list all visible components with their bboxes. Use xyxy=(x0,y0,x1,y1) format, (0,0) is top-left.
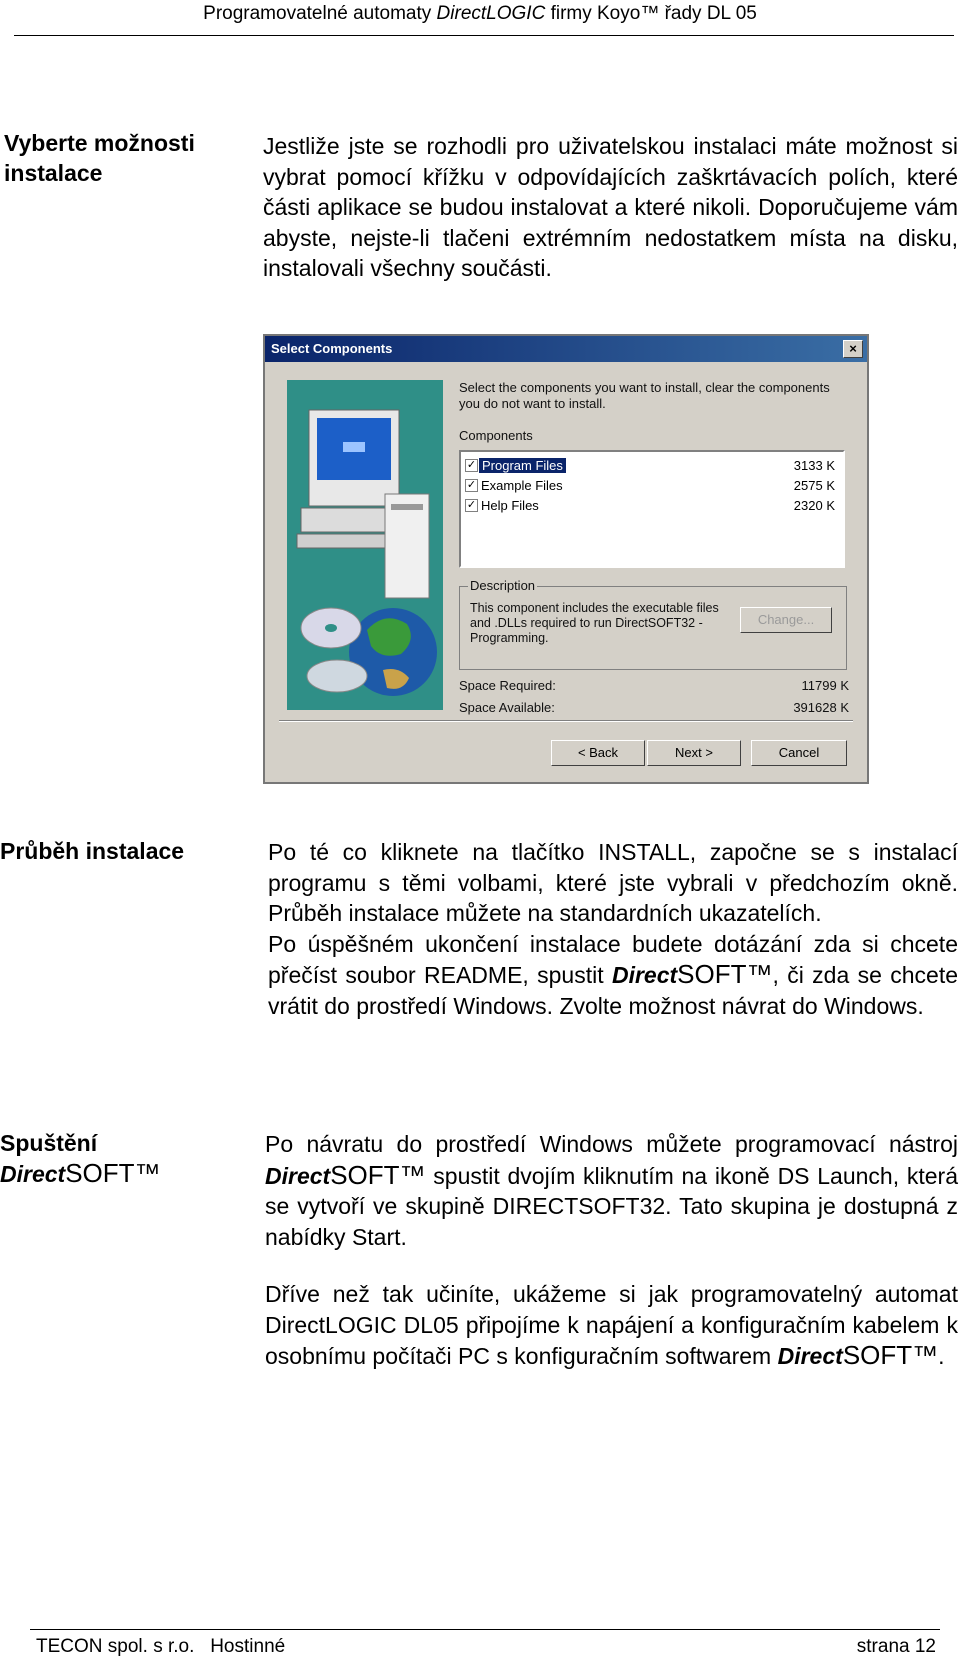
paragraph-launch-1 xyxy=(265,1129,958,1252)
label-install-options: Vyberte možnosti instalace xyxy=(4,130,195,186)
label-launch xyxy=(0,1128,230,1189)
brand-direct: Direct xyxy=(611,962,678,988)
footer-company: TECON spol. s r.o. Hostinné xyxy=(36,1636,286,1657)
change-button[interactable]: Change... xyxy=(740,607,832,633)
space-required-label: Space Required: xyxy=(459,678,556,693)
space-required-value: 11799 K xyxy=(801,678,849,693)
description-text: This component includes the executable files and .DLLs required to run DirectSOFT32 - Programming. xyxy=(470,601,719,645)
list-item[interactable] xyxy=(463,456,841,476)
description-group xyxy=(459,578,847,670)
paragraph-install-options: Jestliže jste se rozhodli pro uživatelskou instalaci máte možnost si vybrat pomocí křížku v odpovídajících zaškrtávacích polích, které části aplikace se budou instalovat a které nikoli. Doporučujeme vám abyste, nejste-li tlačeni extrémním nedostatkem místa na disku, instalovali všechny součásti. xyxy=(263,133,958,281)
dialog-titlebar xyxy=(265,336,867,362)
header-rule xyxy=(14,35,954,36)
component-name: Program Files xyxy=(479,458,566,473)
components-list xyxy=(459,450,845,568)
checkbox[interactable]: ✓ xyxy=(466,459,477,471)
close-icon[interactable]: × xyxy=(843,340,863,358)
setup-illustration xyxy=(287,380,443,710)
component-size: 2320 K xyxy=(793,498,835,513)
header-title-brand: DirectLOGIC xyxy=(436,3,546,24)
brand-soft: SOFT™ xyxy=(330,1159,426,1190)
component-name: Example Files xyxy=(481,478,563,493)
dialog-separator xyxy=(279,720,853,722)
brand-direct: Direct xyxy=(265,1162,331,1189)
label-brand-direct: Direct xyxy=(0,1161,66,1187)
description-label: Description xyxy=(470,578,536,593)
label-install-progress: Průběh instalace xyxy=(0,838,185,864)
paragraph-install-progress xyxy=(268,837,958,1021)
dialog-title: Select Components xyxy=(271,341,393,356)
brand-direct: Direct xyxy=(777,1343,843,1369)
components-label: Components xyxy=(459,428,533,443)
footer-rule xyxy=(30,1629,940,1630)
progress-text-1: Po té co kliknete na tlačítko INSTALL, započne se s instalací programu s těmi volbami, které jste vybrali v předchozím okně. Průběh instalace můžete na standardních ukazatelích. xyxy=(268,839,958,926)
component-name: Help Files xyxy=(481,498,539,513)
cancel-button[interactable]: Cancel xyxy=(751,740,847,766)
label-launch-line1: Spuštění xyxy=(0,1130,98,1156)
brand-soft: SOFT™ xyxy=(677,959,773,989)
dialog-intro-text: Select the components you want to install, clear the components you do not want to install. xyxy=(459,380,830,411)
component-size: 3133 K xyxy=(793,458,835,473)
header-title-post: firmy Koyo™ řady DL 05 xyxy=(545,3,757,24)
footer-page-number: strana 12 xyxy=(856,1636,936,1657)
header-title-pre: Programovatelné automaty xyxy=(203,3,437,24)
launch-text-2a: Dříve než tak učiníte, ukážeme si jak programovatelný automat DirectLOGIC DL05 připojíme k napájení a konfiguračním kabelem k osobnímu počítači PC s konfiguračním softwarem xyxy=(265,1281,958,1369)
space-available-value: 391628 K xyxy=(793,700,849,715)
checkbox[interactable]: ✓ xyxy=(466,479,477,491)
space-available-label: Space Available: xyxy=(459,700,555,715)
back-button[interactable]: < Back xyxy=(551,740,645,766)
launch-text-1b: spustit dvojím kliknutím na ikoně DS Launch, která se vytvoří ve skupině DIRECTSOFT32. Tato skupina je dostupná z nabídky Start. xyxy=(265,1162,958,1250)
launch-text-2b: . xyxy=(938,1343,945,1369)
paragraph-launch-2 xyxy=(265,1279,958,1372)
component-size: 2575 K xyxy=(793,478,835,493)
next-button[interactable]: Next > xyxy=(647,740,741,766)
list-item[interactable] xyxy=(463,476,841,496)
progress-text-2b: , či zda se chcete vrátit do prostředí Windows. Zvolte možnost návrat do Windows. xyxy=(268,962,958,1019)
page-header xyxy=(0,0,960,36)
checkbox[interactable]: ✓ xyxy=(466,499,477,511)
brand-soft: SOFT™ xyxy=(842,1340,939,1370)
launch-text-1a: Po návratu do prostředí Windows můžete programovací nástroj xyxy=(265,1131,958,1157)
progress-text-2a: Po úspěšném ukončení instalace budete dotázání zda si chcete přečíst soubor README, spustit xyxy=(268,930,958,988)
label-brand-soft: SOFT™ xyxy=(65,1158,161,1188)
select-components-dialog xyxy=(263,334,869,784)
list-item[interactable] xyxy=(463,496,841,516)
